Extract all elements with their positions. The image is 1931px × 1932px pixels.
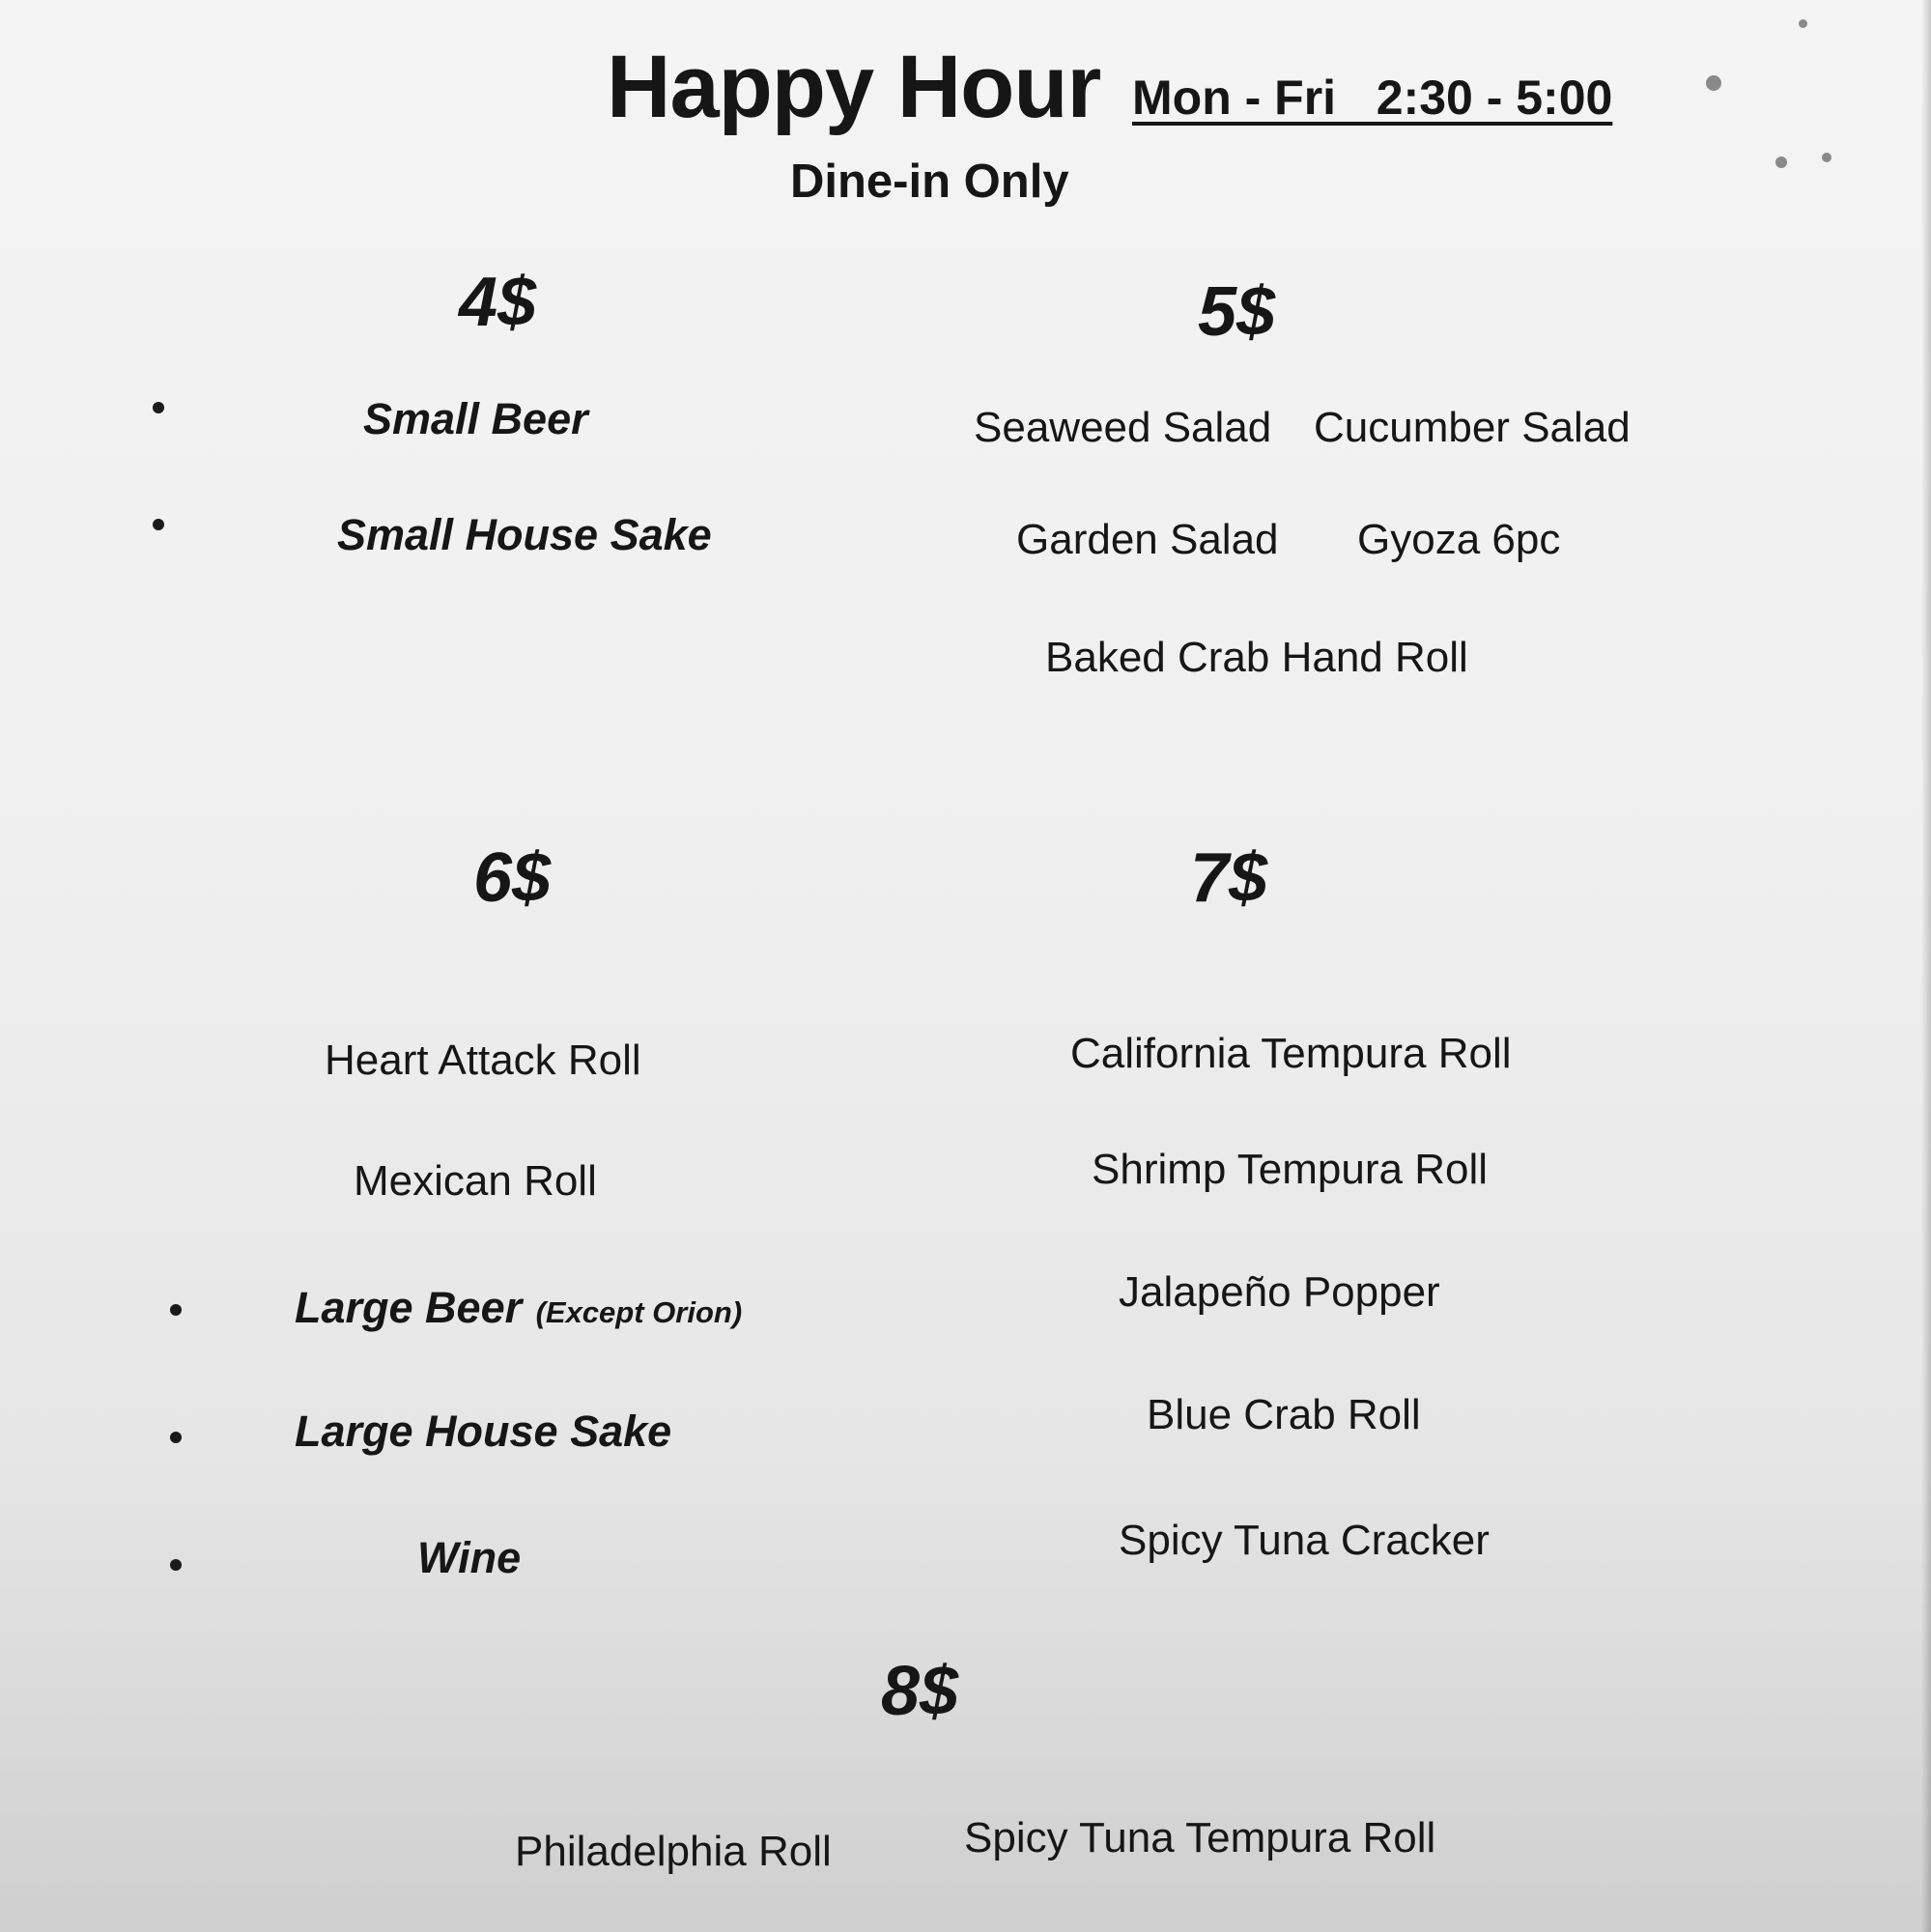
menu-item-with-note bbox=[295, 1283, 742, 1333]
menu-item: Spicy Tuna Tempura Roll bbox=[964, 1814, 1436, 1861]
dine-in-note: Dine-in Only bbox=[790, 156, 1069, 208]
price-heading-8: 8$ bbox=[881, 1653, 959, 1730]
menu-item-note: (Except Orion) bbox=[535, 1295, 743, 1329]
dust-speck bbox=[1775, 156, 1787, 168]
dust-speck bbox=[1799, 19, 1807, 28]
menu-item: Wine bbox=[417, 1533, 522, 1582]
dust-speck bbox=[1822, 153, 1832, 162]
menu-item: Cucumber Salad bbox=[1314, 404, 1631, 451]
menu-item: California Tempura Roll bbox=[1070, 1030, 1512, 1077]
dust-speck bbox=[1706, 75, 1721, 91]
menu-item: Large Beer bbox=[295, 1283, 523, 1332]
menu-item: Large House Sake bbox=[295, 1406, 672, 1456]
page-title: Happy Hour bbox=[607, 38, 1101, 136]
price-heading-5: 5$ bbox=[1198, 273, 1276, 351]
menu-item: Shrimp Tempura Roll bbox=[1092, 1146, 1489, 1193]
happy-hour-times: Mon - Fri 2:30 - 5:00 bbox=[1132, 71, 1613, 125]
price-heading-7: 7$ bbox=[1190, 839, 1268, 917]
menu-item: Small House Sake bbox=[337, 510, 712, 559]
bullet bbox=[153, 402, 164, 413]
price-heading-6: 6$ bbox=[473, 839, 552, 917]
menu-item: Heart Attack Roll bbox=[325, 1037, 641, 1084]
menu-item: Blue Crab Roll bbox=[1147, 1391, 1421, 1438]
menu-item: Baked Crab Hand Roll bbox=[1045, 634, 1468, 681]
paper-edge-shadow bbox=[1921, 0, 1931, 1932]
bullet bbox=[170, 1432, 182, 1443]
bullet bbox=[170, 1304, 182, 1316]
price-heading-4: 4$ bbox=[459, 264, 537, 341]
bullet bbox=[170, 1559, 182, 1571]
menu-item: Spicy Tuna Cracker bbox=[1119, 1517, 1490, 1564]
menu-item: Garden Salad bbox=[1016, 516, 1279, 563]
menu-item: Philadelphia Roll bbox=[515, 1828, 832, 1875]
menu-item: Small Beer bbox=[363, 394, 588, 443]
menu-item: Seaweed Salad bbox=[974, 404, 1272, 451]
bullet bbox=[153, 519, 164, 530]
menu-item: Jalapeño Popper bbox=[1119, 1268, 1440, 1316]
menu-item: Gyoza 6pc bbox=[1357, 516, 1561, 563]
menu-item: Mexican Roll bbox=[354, 1157, 597, 1205]
